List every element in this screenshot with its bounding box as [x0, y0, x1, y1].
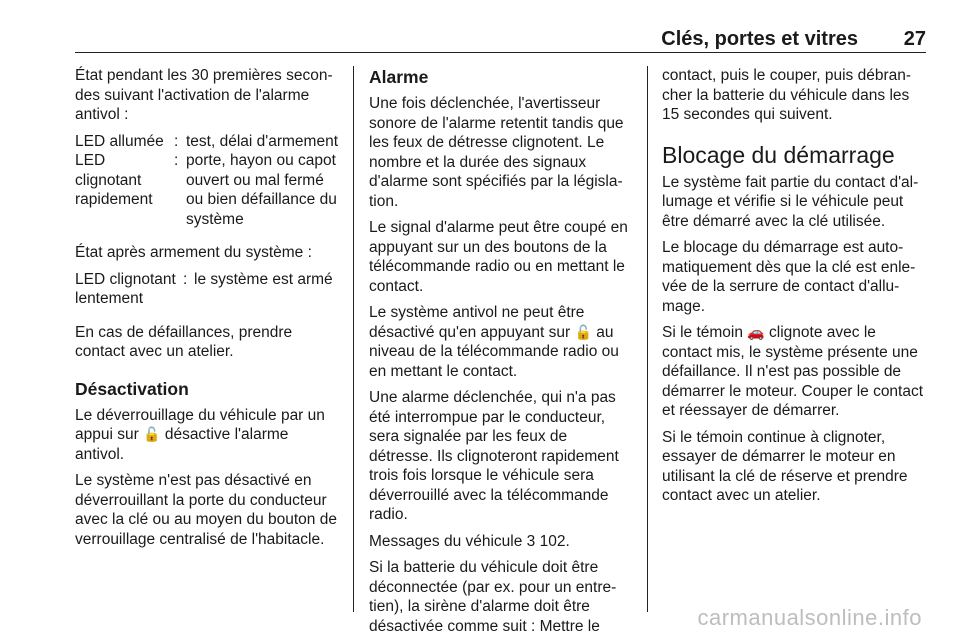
watermark: carmanualsonline.info [697, 605, 922, 630]
alarm-p1: Une fois déclenchée, l'avertisseur sonore de l'alarme retentit tandis que les feux de détresse clignotent. Le nombre et la durée des signaux d'alarme sont spécifiés par la législation. [369, 95, 624, 210]
text-run: Le système antivol ne peut être désactivé qu'en appuyant sur [369, 304, 585, 341]
immobilizer-heading: Blocage du démarrage [662, 141, 895, 168]
column-divider-2 [647, 66, 648, 612]
led-value: le système est armé [194, 270, 333, 288]
text-run: au niveau de la télécommande radio ou en mettant le contact. [369, 323, 619, 380]
after-arm-text: État après armement du système : [75, 244, 312, 261]
column-1 [75, 66, 339, 556]
text-run: clignote avec le contact mis, le système présente une défaillance. Il n'est pas possible de démarrer le moteur. Couper le contact et réessayer de démarrer. [662, 324, 924, 419]
intro-text: État pendant les 30 premières secondes suivant l'activation de l'alarme antivol : [75, 67, 333, 123]
column-divider-1 [353, 66, 354, 612]
page-header [75, 28, 926, 50]
text-run: 102. [535, 532, 570, 550]
text-run: Si le témoin [662, 324, 748, 341]
unlock-icon: 🔓 [574, 323, 592, 340]
immobilizer-p4: Si le témoin continue à clignoter, essayer de démarrer le moteur en utilisant la clé de réserve et prendre contact avec un atelier. [662, 428, 908, 504]
page-number: 27 [903, 28, 926, 50]
page-ref-arrow: 3 [526, 532, 536, 550]
text-run: Le déverrouillage du véhicule par un appui sur [75, 406, 325, 443]
deactivation-p2: Le système n'est pas désactivé en déverrouillant la porte du conducteur avec la clé ou au moyen du bouton de verrouillage centralisé de l'habitacle. [75, 472, 337, 548]
immobilizer-p3 [662, 323, 928, 421]
column-3 [662, 66, 928, 513]
alarm-heading: Alarme [369, 67, 429, 87]
led-table-armed [75, 270, 339, 309]
led-label: LED clignotant rapidement [75, 152, 153, 208]
column-2 [369, 66, 635, 643]
led-label: LED allumée [75, 132, 164, 150]
text-run: désactive l'alarme antivol. [75, 426, 289, 463]
separator: : [183, 270, 188, 288]
led-value: porte, hayon ou capot ouvert ou mal fermé ou bien défaillance du système [186, 152, 337, 228]
alarm-p2: Le signal d'alarme peut être coupé en appuyant sur un des boutons de la télécommande radio ou en mettant le contact. [369, 219, 628, 295]
header-rule [75, 52, 926, 53]
led-value: test, délai d'armement [186, 132, 339, 150]
deactivation-p1 [75, 406, 339, 465]
separator: : [174, 132, 179, 150]
led-label: LED clignotant lentement [75, 270, 176, 307]
unlock-icon: 🔓 [143, 426, 161, 442]
fault-text: En cas de défaillances, prendre contact avec un atelier. [75, 323, 293, 360]
alarm-p4: Une alarme déclenchée, qui n'a pas été interrompue par le conducteur, sera signalée par les feux de détresse. Ils clignoteront rapidement trois fois lorsque le véhicule sera déverrouillé avec la télécommande radio. [369, 389, 619, 523]
alarm-p5 [369, 532, 635, 552]
car-key-icon: 🚗 [747, 324, 765, 340]
alarm-p3 [369, 303, 635, 381]
header-title: Clés, portes et vitres [661, 28, 858, 50]
separator: : [174, 152, 179, 169]
immobilizer-p2: Le blocage du démarrage est automatiquement dès que la clé est enlevée de la serrure de contact d'allumage. [662, 239, 916, 315]
deactivation-heading: Désactivation [75, 378, 189, 399]
led-table-initial [75, 132, 339, 230]
text-run: Messages du véhicule [369, 532, 527, 550]
immobilizer-p1: Le système fait partie du contact d'allumage et vérifie si le véhicule peut être démarré avec la clé utilisée. [662, 173, 919, 230]
alarm-p6: Si la batterie du véhicule doit être déconnectée (par ex. pour un entretien), la sirène d'alarme doit être désactivée comme suit : Mettre le [369, 559, 617, 635]
continuation-p1: contact, puis le couper, puis débrancher la batterie du véhicule dans les 15 secondes qui suivent. [662, 67, 912, 123]
